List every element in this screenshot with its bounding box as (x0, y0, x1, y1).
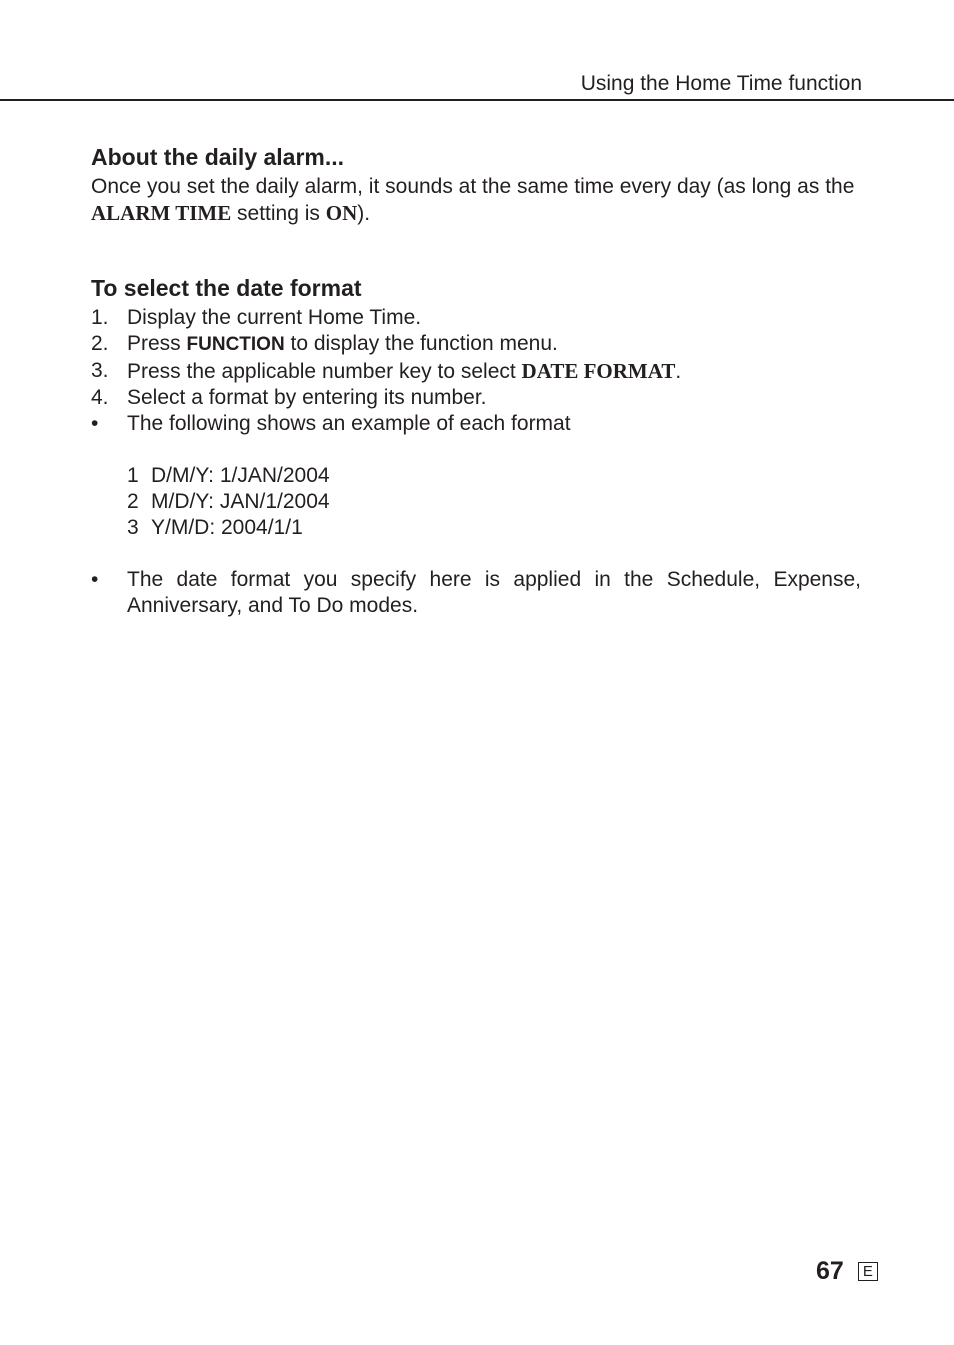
step-item (91, 331, 861, 358)
step-number: 1. (91, 306, 109, 329)
alarm-text-before: Once you set the daily alarm, it sounds at the same time every day (as long as the (91, 175, 855, 198)
section-date-format (91, 271, 861, 619)
step-text-after: to display the function menu. (284, 332, 558, 355)
format-example-number: 1 (127, 464, 139, 487)
bullet-list-1 (91, 411, 861, 437)
steps-list (91, 305, 861, 411)
date-format-menu-label: DATE FORMAT (521, 359, 676, 383)
format-example-value: D/M/Y: 1/JAN/2004 (151, 464, 330, 487)
function-key-label: FUNCTION (186, 334, 285, 355)
page-number: 67 (816, 1257, 844, 1285)
alarm-text-after: ). (357, 202, 371, 225)
step-text-before: Press (127, 332, 187, 355)
heading-date-format: To select the date format (91, 275, 362, 301)
page-footer (816, 1254, 878, 1288)
format-example-number: 2 (127, 490, 139, 513)
header-rule (0, 99, 954, 101)
format-example-row (127, 463, 861, 489)
step-number: 2. (91, 332, 109, 355)
page-content (91, 140, 861, 619)
running-header: Using the Home Time function (580, 72, 862, 95)
format-examples (127, 463, 861, 541)
step-item (91, 358, 861, 385)
step-text: Display the current Home Time. (127, 306, 422, 329)
bullet-icon: • (91, 568, 99, 591)
alarm-time-setting-name: ALARM TIME (91, 201, 232, 225)
bullet-list-2 (91, 567, 861, 619)
format-example-number: 3 (127, 516, 139, 539)
bullet-item (91, 411, 861, 437)
step-text-after: . (675, 360, 682, 383)
format-example-row (127, 515, 861, 541)
heading-daily-alarm: About the daily alarm... (91, 144, 345, 170)
section-daily-alarm (91, 140, 861, 227)
bullet-text: The date format you specify here is applied in the Schedule, Expense, Anniversary, and To Do modes. (127, 568, 861, 617)
step-item (91, 305, 861, 331)
step-number: 3. (91, 359, 109, 382)
format-example-value: Y/M/D: 2004/1/1 (151, 516, 303, 539)
step-item (91, 385, 861, 411)
alarm-text-middle: setting is (231, 202, 326, 225)
bullet-text: The following shows an example of each format (127, 412, 571, 435)
format-example-row (127, 489, 861, 515)
bullet-icon: • (91, 412, 99, 435)
bullet-item (91, 567, 861, 619)
step-text: Select a format by entering its number. (127, 386, 487, 409)
format-example-value: M/D/Y: JAN/1/2004 (151, 490, 330, 513)
alarm-description (91, 174, 861, 227)
alarm-on-value: ON (325, 201, 358, 225)
step-text-before: Press the applicable number key to select (127, 360, 522, 383)
step-number: 4. (91, 386, 109, 409)
language-badge: E (858, 1262, 878, 1281)
